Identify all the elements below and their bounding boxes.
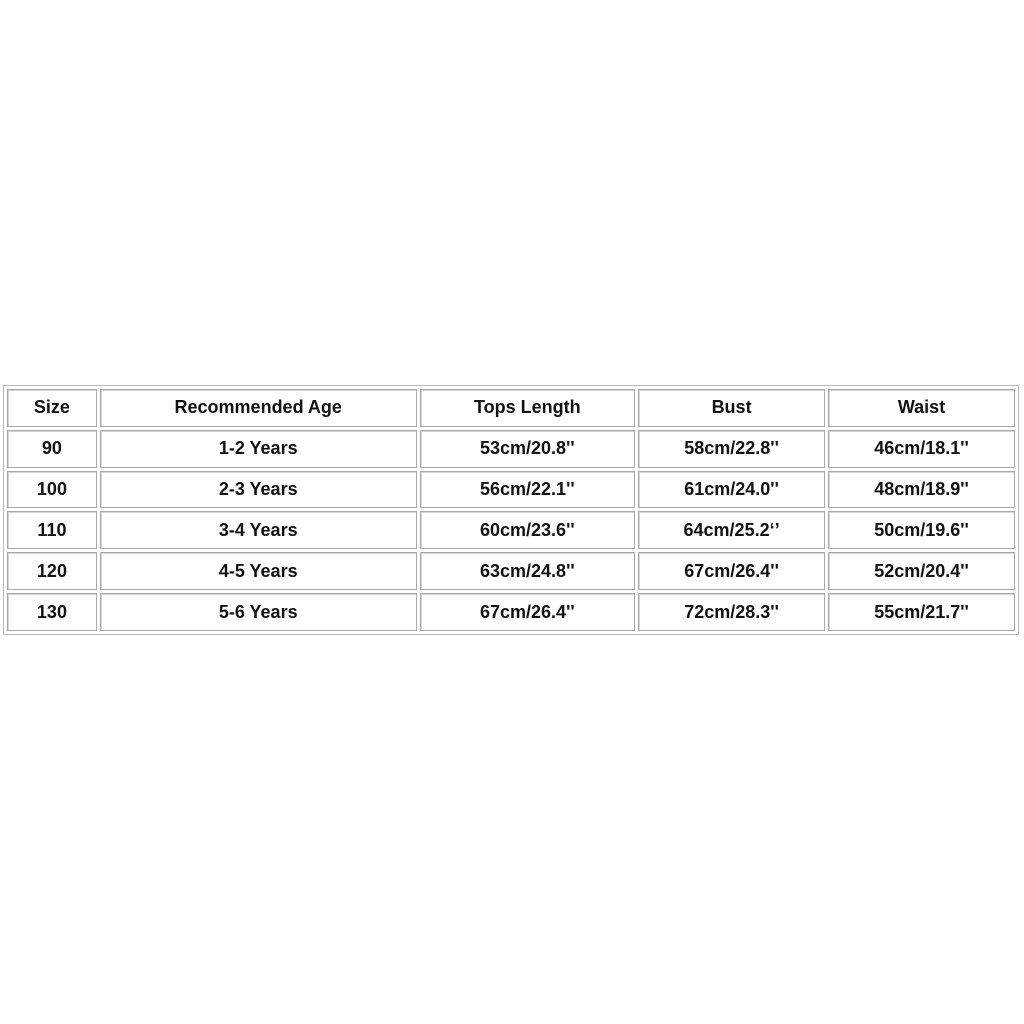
cell-recommended-age: 2-3 Years [100,471,417,509]
cell-tops-length: 53cm/20.8'' [420,430,636,468]
header-recommended-age: Recommended Age [100,389,417,427]
cell-tops-length: 67cm/26.4'' [420,593,636,631]
cell-waist: 55cm/21.7'' [828,593,1015,631]
cell-recommended-age: 5-6 Years [100,593,417,631]
cell-tops-length: 63cm/24.8'' [420,552,636,590]
cell-waist: 46cm/18.1'' [828,430,1015,468]
cell-bust: 72cm/28.3'' [638,593,825,631]
cell-waist: 52cm/20.4'' [828,552,1015,590]
cell-size: 100 [7,471,97,509]
table-row [7,511,1015,549]
header-waist: Waist [828,389,1015,427]
header-size: Size [7,389,97,427]
cell-recommended-age: 3-4 Years [100,511,417,549]
cell-size: 110 [7,511,97,549]
cell-size: 90 [7,430,97,468]
table-row [7,593,1015,631]
table-header-row [7,389,1015,427]
cell-waist: 50cm/19.6'' [828,511,1015,549]
cell-waist: 48cm/18.9'' [828,471,1015,509]
cell-size: 130 [7,593,97,631]
cell-bust: 61cm/24.0'' [638,471,825,509]
table-row [7,471,1015,509]
cell-bust: 67cm/26.4'' [638,552,825,590]
cell-size: 120 [7,552,97,590]
cell-bust: 64cm/25.2‘’ [638,511,825,549]
header-bust: Bust [638,389,825,427]
cell-recommended-age: 1-2 Years [100,430,417,468]
table-row [7,552,1015,590]
header-tops-length: Tops Length [420,389,636,427]
cell-tops-length: 60cm/23.6'' [420,511,636,549]
cell-bust: 58cm/22.8'' [638,430,825,468]
cell-tops-length: 56cm/22.1'' [420,471,636,509]
cell-recommended-age: 4-5 Years [100,552,417,590]
table-row [7,430,1015,468]
size-chart-table [3,385,1019,635]
